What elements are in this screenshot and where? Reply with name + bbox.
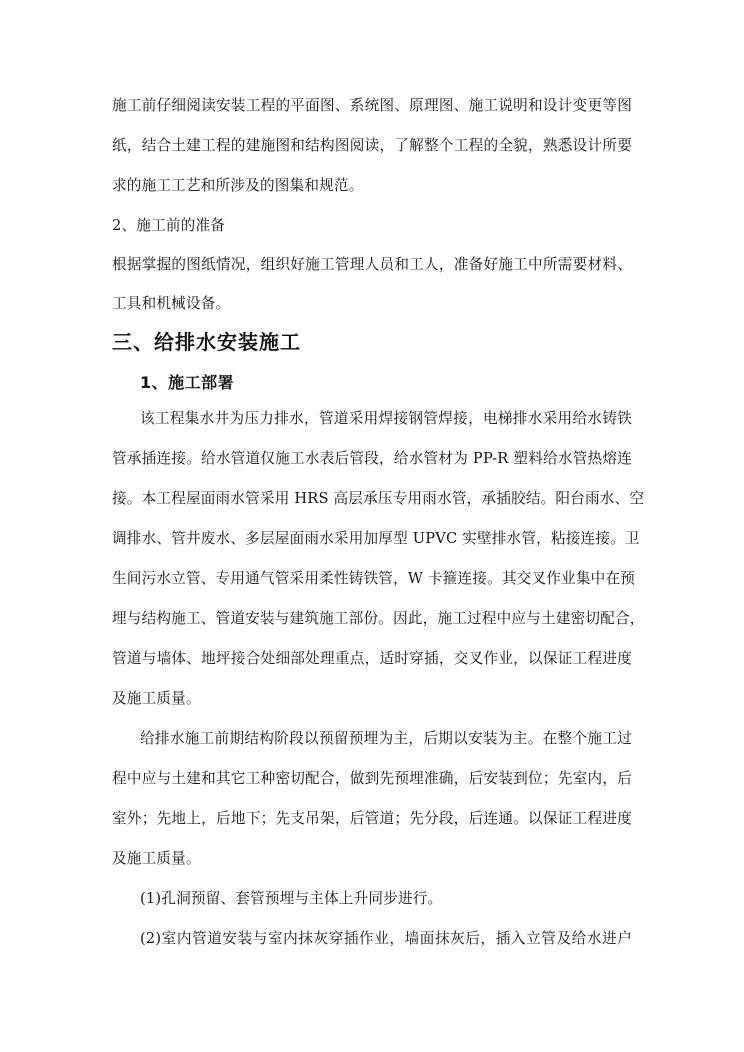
para1-line-4: 调排水、管井废水、多层屋面雨水采用加厚型 UPVC 实壁排水管，粘接连接。卫 <box>112 530 640 547</box>
para1-line-1: 该工程集水井为压力排水，管道采用焊接钢管焊接，电梯排水采用给水铸铁 <box>140 410 632 427</box>
intro-line-1: 施工前仔细阅读安装工程的平面图、系统图、原理图、施工说明和设计变更等图 <box>112 97 632 114</box>
para2-line-1: 给排水施工前期结构阶段以预留预埋为主，后期以安装为主。在整个施工过 <box>140 730 632 747</box>
para1-line-7: 管道与墙体、地坪接合处细部处理重点，适时穿插，交叉作业，以保证工程进度 <box>112 650 632 667</box>
prep-heading: 2、施工前的准备 <box>112 217 226 234</box>
intro-line-2: 纸，结合土建工程的建施图和结构图阅读，了解整个工程的全貌，熟悉设计所要 <box>112 137 632 154</box>
list-item-1: (1)孔洞预留、套管预埋与主体上升同步进行。 <box>140 890 443 907</box>
subsection-title: 1、施工部署 <box>140 373 235 392</box>
para1-line-8: 及施工质量。 <box>112 690 201 707</box>
prep-line-1: 根据掌握的图纸情况，组织好施工管理人员和工人，准备好施工中所需要材料、 <box>112 256 632 273</box>
prep-line-2: 工具和机械设备。 <box>112 295 231 312</box>
para1-line-5: 生间污水立管、专用通气管采用柔性铸铁管，W 卡箍连接。其交叉作业集中在预 <box>112 570 636 587</box>
para1-line-2: 管承插连接。给水管道仅施工水表后管段，给水管材为 PP-R 塑料给水管热熔连 <box>112 450 632 467</box>
para2-line-4: 及施工质量。 <box>112 850 201 867</box>
para1-line-6: 埋与结构施工、管道安装与建筑施工部份。因此，施工过程中应与土建密切配合， <box>112 610 645 627</box>
list-item-2: (2)室内管道安装与室内抹灰穿插作业，墙面抹灰后，插入立管及给水进户 <box>140 930 632 947</box>
section-title: 三、给排水安装施工 <box>112 330 301 354</box>
para1-line-3: 接。本工程屋面雨水管采用 HRS 高层承压专用雨水管，承插胶结。阳台雨水、空 <box>112 490 645 507</box>
para2-line-2: 程中应与土建和其它工种密切配合，做到先预埋准确，后安装到位；先室内，后 <box>112 770 632 787</box>
intro-line-3: 求的施工工艺和所涉及的图集和规范。 <box>112 177 364 194</box>
para2-line-3: 室外；先地上，后地下；先支吊架，后管道；先分段，后连通。以保证工程进度 <box>112 810 632 827</box>
